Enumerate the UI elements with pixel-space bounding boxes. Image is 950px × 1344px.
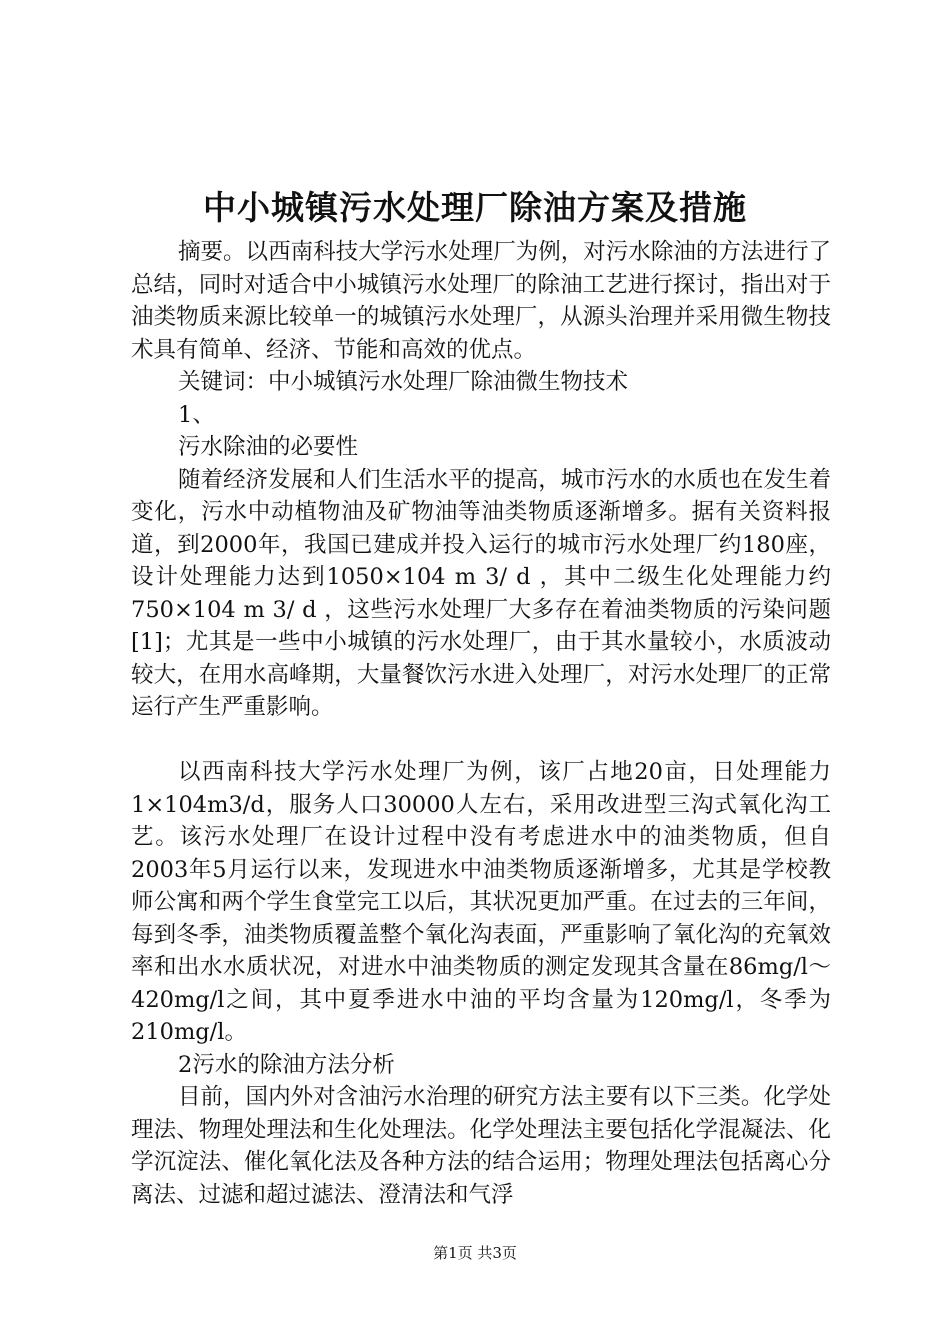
paragraph-methods: 目前，国内外对含油污水治理的研究方法主要有以下三类。化学处理法、物理处理法和生化处理法。化学处理法主要包括化学混凝法、化学沉淀法、催化氧化法及各种方法的结合运用；物理处理法包括离心分离法、过滤和超过滤法、澄清法和气浮 — [131, 1084, 831, 1208]
page-footer: 第1页 共3页 — [433, 1244, 517, 1262]
section1-heading: 污水除油的必要性 — [178, 434, 359, 460]
document-body — [131, 236, 831, 1211]
document-title: 中小城镇污水处理厂除油方案及措施 — [203, 188, 747, 227]
paragraph-case-study: 以西南科技大学污水处理厂为例，该厂占地20亩，日处理能力1×104m3/d，服务人口30000人左右，采用改进型三沟式氧化沟工艺。该污水处理厂在设计过程中没有考虑进水中的油类物质，但自2003年5月运行以来，发现进水中油类物质逐渐增多，尤其是学校教师公寓和两个学生食堂完工以后，其状况更加严重。在过去的三年间，每到冬季，油类物质覆盖整个氧化沟表面，严重影响了氧化沟的充氧效率和出水水质状况，对进水中油类物质的测定发现其含量在86mg/l～420mg/l之间，其中夏季进水中油的平均含量为120mg/l，冬季为210mg/l。 — [131, 759, 831, 1045]
section2-heading: 2污水的除油方法分析 — [178, 1051, 395, 1078]
paragraph-necessity: 随着经济发展和人们生活水平的提高，城市污水的水质也在发生着变化，污水中动植物油及矿物油等油类物质逐渐增多。据有关资料报道，到2000年，我国已建成并投入运行的城市污水处理厂约180座，设计处理能力达到1050×104 m 3/ d ，其中二级生化处理能力约750×104 m 3/ d ，这些污水处理厂大多存在着油类物质的污染问题[1]；尤其是一些中小城镇的污水处理厂，由于其水量较小，水质波动较大，在用水高峰期，大量餐饮污水进入处理厂，对污水处理厂的正常运行产生严重影响。 — [131, 466, 831, 720]
paragraph-spacer — [131, 724, 831, 757]
keywords-line: 关键词：中小城镇污水处理厂除油微生物技术 — [178, 369, 629, 395]
abstract-paragraph: 摘要。以西南科技大学污水处理厂为例，对污水除油的方法进行了总结，同时对适合中小城镇污水处理厂的除油工艺进行探讨，指出对于油类物质来源比较单一的城镇污水处理厂，从源头治理并采用微生物技术具有简单、经济、节能和高效的优点。 — [131, 239, 831, 363]
section1-number: 1、 — [178, 401, 215, 428]
